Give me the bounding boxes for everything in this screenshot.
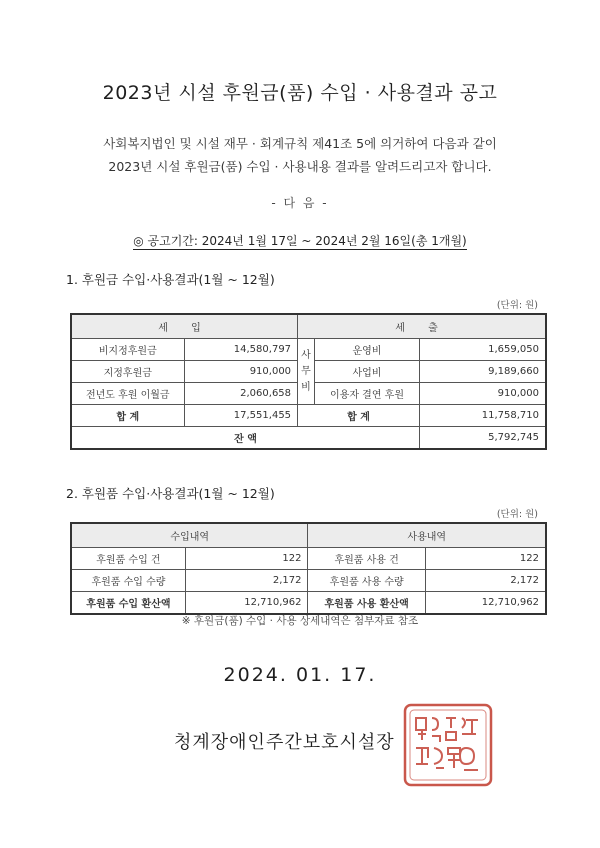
section2-heading: 2. 후원품 수입·사용결과(1월 ~ 12월): [66, 486, 275, 501]
income-total-label: 합 계: [71, 405, 184, 427]
notice-period: [0, 232, 600, 249]
expense-total-label: 합 계: [298, 405, 420, 427]
attachment-note: ※ 후원금(품) 수입 · 사용 상세내역은 첨부자료 참조: [181, 615, 419, 627]
goods-expense-header: 사용내역: [308, 523, 546, 548]
notice-date: 2024. 01. 17.: [223, 664, 377, 686]
goods-expense-value: 2,172: [425, 570, 546, 592]
income-label: 전년도 후원 이월금: [71, 383, 184, 405]
goods-income-value: 122: [185, 548, 308, 570]
goods-income-label: 후원품 수입 건: [71, 548, 185, 570]
expense-label: 운영비: [314, 339, 419, 361]
goods-expense-total-value: 12,710,962: [425, 592, 546, 615]
donation-goods-table: [70, 522, 547, 615]
goods-income-total-label: 후원품 수입 환산액: [71, 592, 185, 615]
expense-value: 9,189,660: [420, 361, 546, 383]
goods-income-total-value: 12,710,962: [185, 592, 308, 615]
table-row: [71, 339, 546, 361]
page-title: 2023년 시설 후원금(품) 수입 · 사용결과 공고: [102, 82, 498, 104]
goods-expense-label: 후원품 사용 수량: [308, 570, 425, 592]
table-row: [71, 570, 546, 592]
income-value: 14,580,797: [184, 339, 298, 361]
office-expense-label: [298, 339, 315, 405]
table-row: [71, 548, 546, 570]
notice-period-text: ◎ 공고기간: 2024년 1월 17일 ~ 2024년 2월 16일(총 1개월): [133, 234, 467, 248]
total-row: [71, 405, 546, 427]
goods-expense-total-label: 후원품 사용 환산액: [308, 592, 425, 615]
section2-unit: (단위: 원): [496, 509, 538, 520]
intro-line-1: 사회복지법인 및 시설 재무 · 회계규칙 제41조 5에 의거하여 다음과 같이: [103, 136, 497, 151]
intro-line-2: 2023년 시설 후원금(품) 수입 · 사용내용 결과를 알려드리고자 합니다.: [108, 159, 492, 174]
organization-name: 청계장애인주간보호시설장: [174, 732, 395, 753]
income-header: 세 입: [71, 314, 298, 339]
section1-unit: (단위: 원): [496, 300, 538, 311]
goods-income-header: 수입내역: [71, 523, 308, 548]
expense-total-value: 11,758,710: [420, 405, 546, 427]
expense-value: 1,659,050: [420, 339, 546, 361]
total-row: [71, 592, 546, 615]
official-seal-stamp: [402, 702, 494, 788]
goods-expense-label: 후원품 사용 건: [308, 548, 425, 570]
expense-label: 사업비: [314, 361, 419, 383]
expense-header: 세 출: [298, 314, 546, 339]
income-total-value: 17,551,455: [184, 405, 298, 427]
donation-money-table: [70, 313, 547, 450]
income-value: 910,000: [184, 361, 298, 383]
goods-expense-value: 122: [425, 548, 546, 570]
intro-text: [0, 132, 600, 178]
vertical-char: 비: [301, 381, 311, 393]
vertical-char: 무: [301, 365, 311, 377]
section1-heading: 1. 후원금 수입·사용결과(1월 ~ 12월): [66, 272, 275, 287]
income-label: 비지정후원금: [71, 339, 184, 361]
goods-income-label: 후원품 수입 수량: [71, 570, 185, 592]
da-label: - 다 음 -: [271, 196, 329, 210]
income-value: 2,060,658: [184, 383, 298, 405]
income-label: 지정후원금: [71, 361, 184, 383]
expense-label: 이용자 결연 후원: [314, 383, 419, 405]
balance-row: [71, 427, 546, 450]
vertical-char: 사: [301, 349, 311, 361]
balance-value: 5,792,745: [420, 427, 546, 450]
balance-label: 잔 액: [71, 427, 420, 450]
expense-value: 910,000: [420, 383, 546, 405]
goods-income-value: 2,172: [185, 570, 308, 592]
